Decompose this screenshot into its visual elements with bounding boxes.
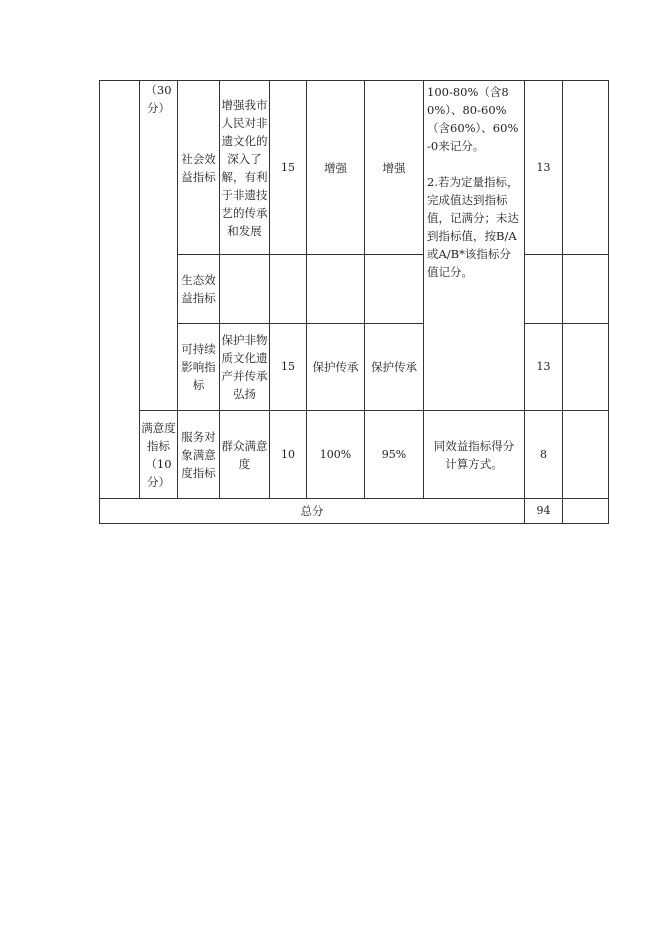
scoring-method-satisfaction: 同效益指标得分计算方式。 (424, 411, 525, 499)
total-remark (563, 499, 609, 524)
scoring-method-cell (424, 81, 525, 411)
table-row-social-benefit (100, 81, 609, 255)
table-row-satisfaction (100, 411, 609, 499)
score-social: 13 (525, 81, 563, 255)
score-satisfaction: 8 (525, 411, 563, 499)
remark-sustainable (563, 324, 609, 411)
actual-satisfaction: 95% (365, 411, 424, 499)
category-cell (100, 81, 140, 499)
weight-social: 15 (270, 81, 307, 255)
score-sustainable: 13 (525, 324, 563, 411)
remark-social (563, 81, 609, 255)
total-score: 94 (525, 499, 563, 524)
actual-sustainable: 保护传承 (365, 324, 424, 411)
weight-satisfaction: 10 (270, 411, 307, 499)
scoring-method-line2: 2.若为定量指标，完成值达到指标值，记满分；未达到指标值，按B/A或A/B*该指标分值记分。 (427, 175, 519, 279)
level2-indicator-ecological: 生态效益指标 (178, 255, 220, 324)
actual-ecological (365, 255, 424, 324)
level2-indicator-satisfaction: 服务对象满意度指标 (178, 411, 220, 499)
actual-social: 增强 (365, 81, 424, 255)
target-social: 增强 (307, 81, 365, 255)
remark-satisfaction (563, 411, 609, 499)
level3-indicator-ecological (220, 255, 270, 324)
total-label: 总分 (100, 499, 525, 524)
level1-indicator-satisfaction: 满意度指标（10分） (140, 411, 178, 499)
scoring-method-line1: 100-80%（含80%）、80-60%（含60%）、60%-0来记分。 (427, 85, 519, 153)
remark-ecological (563, 255, 609, 324)
level3-indicator-sustainable: 保护非物质文化遗产并传承弘扬 (220, 324, 270, 411)
level3-indicator-social: 增强我市人民对非遗文化的深入了解，有利于非遗技艺的传承和发展 (220, 81, 270, 255)
target-sustainable: 保护传承 (307, 324, 365, 411)
table-row-total (100, 499, 609, 524)
performance-evaluation-table (99, 80, 609, 524)
target-satisfaction: 100% (307, 411, 365, 499)
score-ecological (525, 255, 563, 324)
weight-ecological (270, 255, 307, 324)
level2-indicator-social: 社会效益指标 (178, 81, 220, 255)
level1-indicator-benefit: （30分） (140, 81, 178, 411)
level3-indicator-satisfaction: 群众满意度 (220, 411, 270, 499)
target-ecological (307, 255, 365, 324)
level2-indicator-sustainable: 可持续影响指标 (178, 324, 220, 411)
weight-sustainable: 15 (270, 324, 307, 411)
